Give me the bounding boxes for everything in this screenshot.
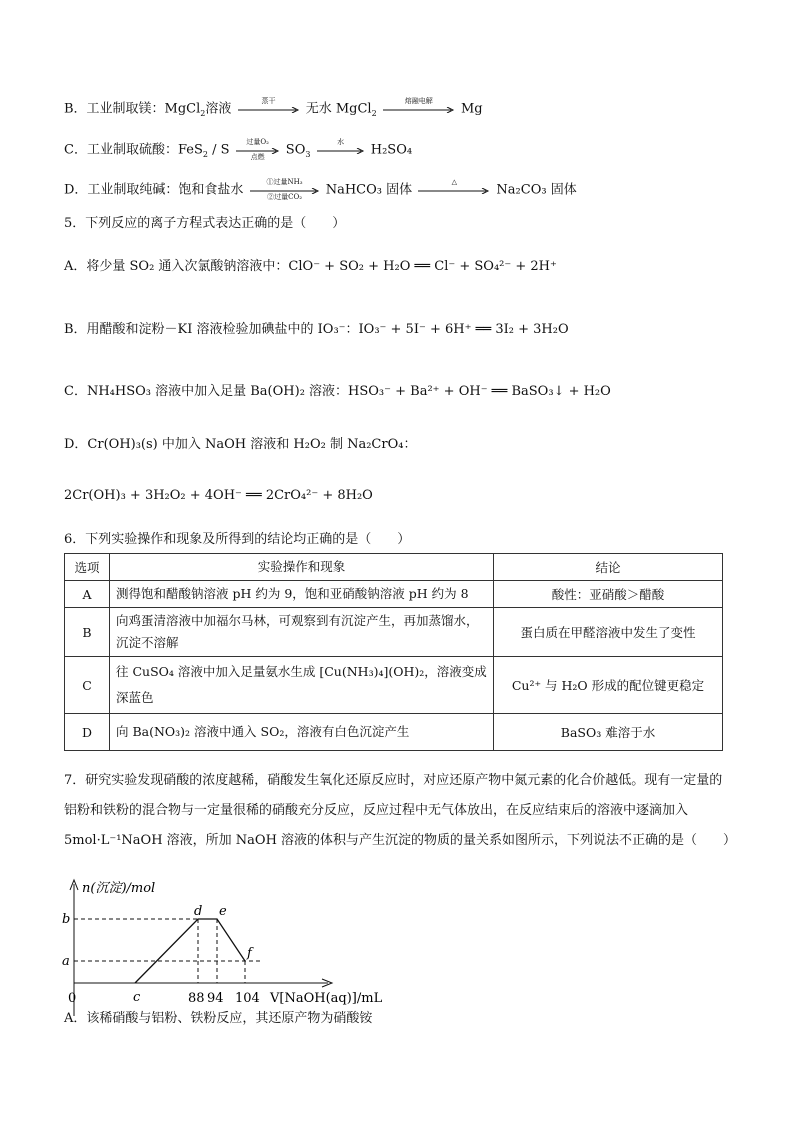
x-tick-label: 94	[207, 991, 224, 1006]
q5-option-c: C．NH₄HSO₃ 溶液中加入足量 Ba(OH)₂ 溶液：HSO₃⁻ + Ba²⁺ + OH⁻ ══ BaSO₃↓ + H₂O	[64, 384, 611, 399]
q4-option-d	[64, 178, 577, 201]
x-axis-label: V[NaOH(aq)]/mL	[270, 991, 383, 1006]
table-cell-conclusion: BaSO₃ 难溶于水	[494, 714, 723, 751]
q4-d-end: Na₂CO₃ 固体	[496, 182, 577, 198]
arrow-label-bottom: 点燃	[250, 153, 265, 161]
arrow-label-top: 过量O₂	[246, 138, 269, 146]
table-cell-operation: 向 Ba(NO₃)₂ 溶液中通入 SO₂，溶液有白色沉淀产生	[110, 714, 494, 751]
q5-stem: 5．下列反应的离子方程式表达正确的是（ ）	[64, 216, 346, 231]
q4-c-p2: / S	[207, 142, 230, 158]
reaction-arrow	[418, 178, 490, 199]
point-label-c: c	[133, 990, 141, 1005]
q4-d-prefix: D．工业制取纯碱：饱和食盐水	[64, 182, 244, 198]
experiment-table	[64, 553, 723, 751]
q5-option-a: A．将少量 SO₂ 通入次氯酸钠溶液中：ClO⁻ + SO₂ + H₂O ══ Cl⁻ + SO₄²⁻ + 2H⁺	[64, 259, 557, 274]
q5-option-d: D．Cr(OH)₃(s) 中加入 NaOH 溶液和 H₂O₂ 制 Na₂CrO₄：	[64, 437, 417, 452]
q4-b-p2: 溶液	[205, 101, 232, 117]
q5-option-d-equation: 2Cr(OH)₃ + 3H₂O₂ + 4OH⁻ ══ 2CrO₄²⁻ + 8H₂O	[64, 488, 373, 503]
origin-label: 0	[68, 991, 77, 1006]
table-cell-conclusion: Cu²⁺ 与 H₂O 形成的配位键更稳定	[494, 657, 723, 714]
y-tick-label: a	[62, 954, 70, 969]
arrow-label: △	[451, 178, 457, 186]
table-cell-operation: 测得饱和醋酸钠溶液 pH 约为 9，饱和亚硝酸钠溶液 pH 约为 8	[110, 581, 494, 608]
reaction-arrow	[238, 97, 300, 118]
reaction-arrow	[236, 138, 280, 161]
q4-b-prefix: B．工业制取镁：MgCl	[64, 101, 201, 117]
arrow-label: 水	[337, 138, 345, 146]
point-label-e: e	[219, 904, 227, 919]
table-row	[65, 657, 723, 714]
x-tick-label: 104	[235, 991, 260, 1006]
table-cell-option: C	[65, 657, 110, 714]
table-cell-conclusion: 蛋白质在甲醛溶液中发生了变性	[494, 608, 723, 657]
table-row	[65, 714, 723, 751]
q4-b-end: Mg	[460, 101, 483, 117]
q4-c-mid: SO	[285, 142, 306, 158]
table-cell-conclusion: 酸性：亚硝酸＞醋酸	[494, 581, 723, 608]
q4-option-b: B．工业制取镁：MgCl$_2$溶液 蒸干 无水 MgCl$_2$ 熔融电解 Mg	[64, 97, 483, 119]
x-tick-label: 88	[188, 991, 205, 1006]
table-row	[65, 608, 723, 657]
point-label-d: d	[194, 904, 203, 919]
y-tick-label: b	[62, 912, 71, 927]
table-cell-operation: 向鸡蛋清溶液中加福尔马林，可观察到有沉淀产生，再加蒸馏水，沉淀不溶解	[110, 608, 494, 657]
y-axis-label: n(沉淀)/mol	[82, 881, 156, 896]
arrow-label-top: ①过量NH₃	[266, 178, 303, 186]
q7-option-a: A．该稀硝酸与铝粉、铁粉反应，其还原产物为硝酸铵	[64, 1011, 373, 1026]
arrow-label-bottom: ②过量CO₂	[267, 193, 303, 201]
table-cell-operation: 往 CuSO₄ 溶液中加入足量氨水生成 [Cu(NH₃)₄](OH)₂，溶液变成深蓝色	[110, 657, 494, 714]
table-header: 实验操作和现象	[110, 554, 494, 581]
q4-c-end: H₂SO₄	[370, 142, 413, 158]
q5-option-b: B．用醋酸和淀粉－KI 溶液检验加碘盐中的 IO₃⁻：IO₃⁻ + 5I⁻ + 6H⁺ ══ 3I₂ + 3H₂O	[64, 322, 569, 337]
reaction-arrow	[383, 97, 455, 118]
q6-stem: 6．下列实验操作和现象及所得到的结论均正确的是（ ）	[64, 532, 411, 547]
precipitate-chart	[60, 876, 420, 1026]
q4-d-mid: NaHCO₃ 固体	[325, 182, 413, 198]
series-line	[135, 919, 245, 983]
table-row	[65, 581, 723, 608]
table-header: 结论	[494, 554, 723, 581]
table-cell-option: A	[65, 581, 110, 608]
point-label-f: f	[247, 946, 252, 961]
arrow-label: 熔融电解	[404, 97, 433, 105]
table-cell-option: B	[65, 608, 110, 657]
table-cell-option: D	[65, 714, 110, 751]
arrow-label: 蒸干	[261, 97, 276, 105]
q7-stem: 7．研究实验发现硝酸的浓度越稀，硝酸发生氧化还原反应时，对应还原产物中氮元素的化合价越低。现有一定量的铝粉和铁粉的混合物与一定量很稀的硝酸充分反应，反应过程中无气体放出，在反应结束后的溶液中逐滴加入 5mol·L⁻¹NaOH 溶液，所加 NaOH 溶液的体积与产生沉淀的物质的量关系如图所示，下列说法不正确的是（ ）	[64, 773, 737, 848]
table-header-row	[65, 554, 723, 581]
reaction-arrow	[317, 138, 365, 159]
q4-option-c: C．工业制取硫酸：FeS$_2$ / S 过量O₂ 点燃 $SO_3$ 水 H₂SO₄	[64, 138, 413, 161]
reaction-arrow	[250, 178, 320, 201]
q4-c-prefix: C．工业制取硫酸：FeS	[64, 142, 203, 158]
q4-b-mid: 无水 MgCl	[305, 101, 372, 117]
table-header: 选项	[65, 554, 110, 581]
